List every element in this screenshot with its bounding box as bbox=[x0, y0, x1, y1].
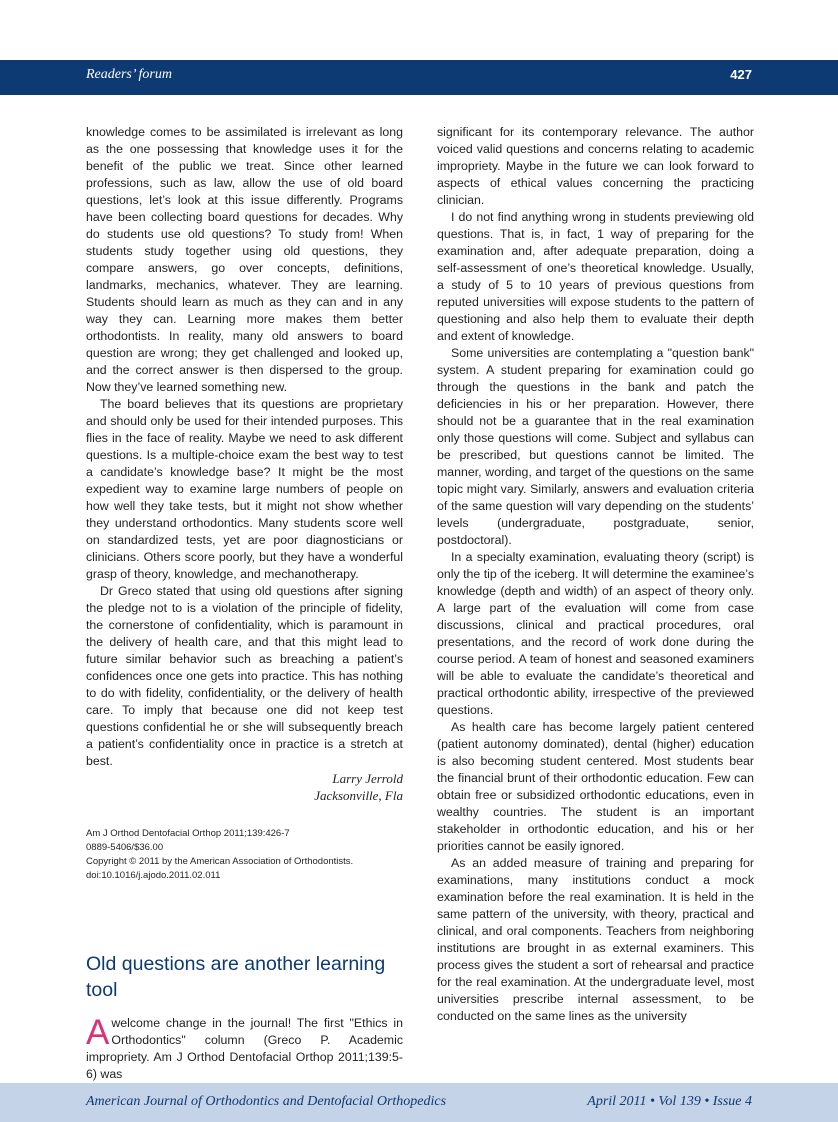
citation-block bbox=[86, 827, 403, 883]
page-number: 427 bbox=[730, 67, 752, 82]
article-title: Old questions are another learning tool bbox=[86, 953, 386, 1001]
running-footer bbox=[0, 1083, 838, 1122]
drop-cap: A bbox=[86, 1013, 110, 1052]
body-paragraph: significant for its contemporary relevance. The author voiced valid questions and concerns relating to academic impropriety. Maybe in the future we can look forward to aspects of ethical values concerning the practicing clinician. bbox=[437, 125, 754, 207]
body-paragraph: In a specialty examination, evaluating theory (script) is only the tip of the iceberg. It will determine the examinee’s knowledge (depth and width) of an aspect of theory only. A large part of the evaluation will come from case discussions, clinical and practical procedures, oral presentations, and the record of work done during the course period. A team of honest and seasoned examiners will be able to evaluate the candidate’s theoretical and practical orthodontic ability, irrespective of the previewed questions. bbox=[437, 550, 754, 717]
body-paragraph: Some universities are contemplating a "question bank" system. A student preparing for examination could go through the questions in the bank and patch the deficiencies in his or her preparation. However, there should not be a guarantee that in the real examination only those questions will come. Subject and syllabus can be prescribed, but questions cannot be limited. The manner, wording, and target of the questions on the same topic might vary. Similarly, answers and evaluation criteria of the same question will vary depending on the students’ levels (undergraduate, postgraduate, senior, postdoctoral). bbox=[437, 346, 754, 547]
left-column bbox=[86, 124, 403, 1083]
running-header bbox=[0, 60, 838, 95]
author-location: Jacksonville, Fla bbox=[314, 788, 403, 803]
author-name: Larry Jerrold bbox=[332, 771, 403, 786]
citation-reference: Am J Orthod Dentofacial Orthop 2011;139:426-7 bbox=[86, 828, 290, 839]
body-paragraph: knowledge comes to be assimilated is irrelevant as long as the one possessing that knowledge uses it for the benefit of the public we treat. Since other learned professions, such as law, allow the use of old board questions, let’s look at this issue differently. Programs have been collecting board questions for decades. Why do students use old questions? To study from! When students study together using old questions, they compare answers, go over concepts, definitions, landmarks, mechanics, whatever. They are learning. Students should learn as much as they can and in any way they can. Learning more makes them better orthodontists. In reality, many old answers to board question are wrong; they get challenged and looked up, and the correct answer is then dispersed to the group. Now they’ve learned something new. bbox=[86, 125, 403, 394]
first-paragraph-text: welcome change in the journal! The first "Ethics in Orthodontics" column (Greco P. Academic impropriety. Am J Orthod Dentofacial Orthop 2011;139:5-6) was bbox=[86, 1016, 403, 1081]
journal-name: American Journal of Orthodontics and Dentofacial Orthopedics bbox=[86, 1094, 447, 1109]
author-signature bbox=[86, 770, 403, 804]
citation-copyright: Copyright © 2011 by the American Association of Orthodontists. bbox=[86, 856, 354, 867]
section-title: Readers’ forum bbox=[86, 67, 172, 82]
citation-doi: doi:10.1016/j.ajodo.2011.02.011 bbox=[86, 870, 221, 881]
body-paragraph: As an added measure of training and preparing for examinations, many institutions conduct a mock examination before the real examination. It is held in the same pattern of the university, with theory, practical and clinical, and oral components. Teachers from neighboring institutions are brought in as external examiners. This process gives the student a sort of rehearsal and practice for the real examination. At the undergraduate level, most universities prescribe internal assessment, to be conducted on the same lines as the university bbox=[437, 856, 754, 1023]
citation-issn: 0889-5406/$36.00 bbox=[86, 842, 164, 853]
body-paragraph: As health care has become largely patient centered (patient autonomy dominated), dental (higher) education is also becoming student centered. Most students bear the financial brunt of their orthodontic education. Few can obtain free or subsidized orthodontic educations, even in wealthy countries. The student is an important stakeholder in orthodontic education, and his or her priorities cannot be easily ignored. bbox=[437, 720, 754, 853]
body-paragraph: I do not find anything wrong in students previewing old questions. That is, in fact, 1 way of preparing for the examination and, after adequate preparation, doing a self-assessment of one’s theoretical knowledge. Usually, a study of 5 to 10 years of previous questions from reputed universities will expose students to the pattern of questioning and also help them to evaluate their depth and extent of knowledge. bbox=[437, 210, 754, 343]
body-paragraph: The board believes that its questions are proprietary and should only be used for their intended purposes. This flies in the face of reality. Maybe we need to ask different questions. Is a multiple-choice exam the best way to test a candidate’s knowledge base? It might be the most expedient way to examine large numbers of people on how well they take tests, but it might not show whether they understand orthodontics. Many students score well on standardized tests, yet are poor diagnosticians or clinicians. Others score poorly, but they have a wonderful grasp of theory, knowledge, and mechanotherapy. bbox=[86, 397, 403, 581]
issue-info: April 2011 • Vol 139 • Issue 4 bbox=[587, 1094, 752, 1109]
right-column bbox=[437, 124, 754, 1025]
body-paragraph: Dr Greco stated that using old questions after signing the pledge not to is a violation of the principle of fidelity, the cornerstone of confidentiality, which is paramount in the delivery of health care, and that this might lead to future similar behavior such as breaching a patient’s confidences once one gets into practice. This has nothing to do with fidelity, confidentiality, or the delivery of health care. To imply that because one did not keep test questions confidential he or she will subsequently breach a patient’s confidentiality once in practice is a stretch at best. bbox=[86, 584, 403, 768]
first-paragraph bbox=[86, 1015, 403, 1083]
